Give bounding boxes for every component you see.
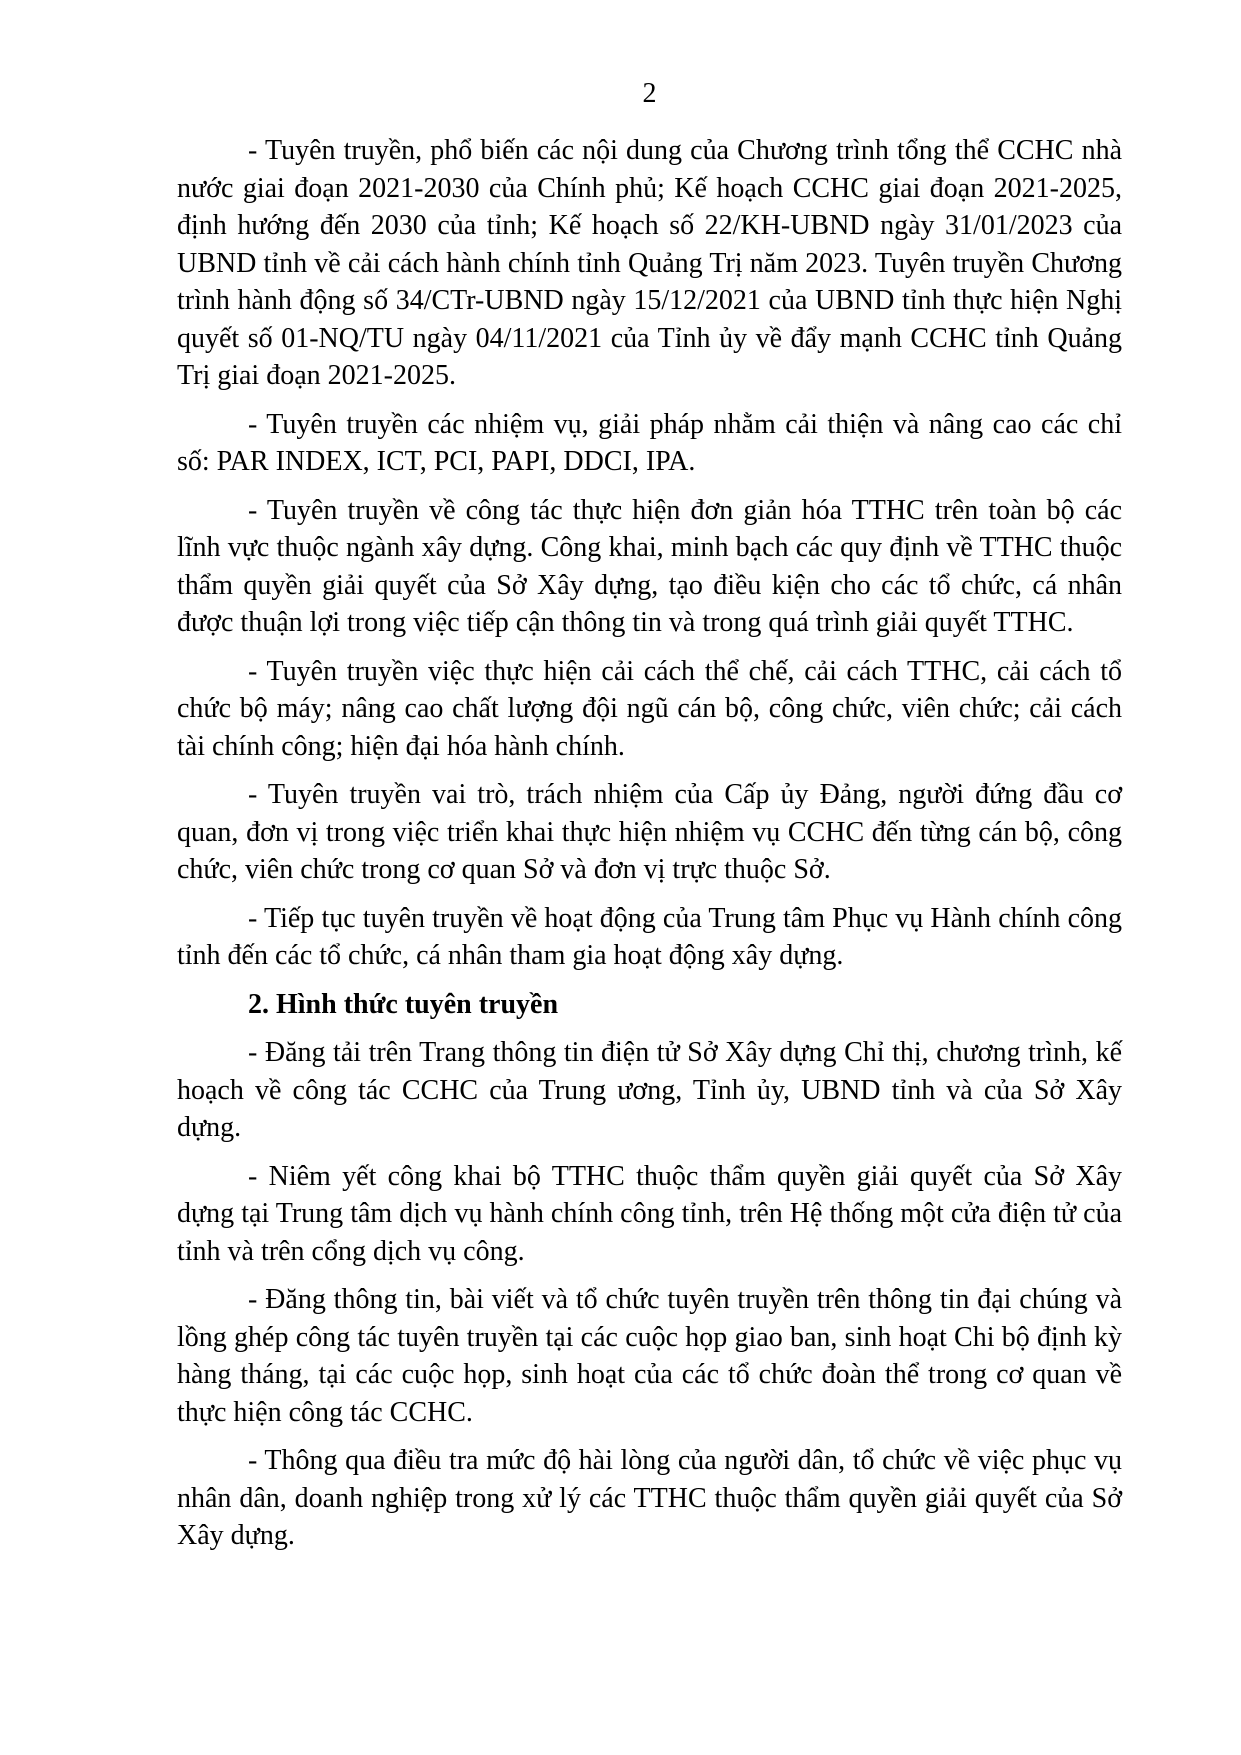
document-body xyxy=(177,132,1122,1566)
paragraph-content-3: - Tuyên truyền về công tác thực hiện đơn giản hóa TTHC trên toàn bộ các lĩnh vực thuộc ngành xây dựng. Công khai, minh bạch các quy định về TTHC thuộc thẩm quyền giải quyết của Sở Xây dựng, tạo điều kiện cho các tổ chức, cá nhân được thuận lợi trong việc tiếp cận thông tin và trong quá trình giải quyết TTHC. xyxy=(177,494,1122,638)
page-number: 2 xyxy=(642,78,657,109)
paragraph-content-2: - Tuyên truyền các nhiệm vụ, giải pháp nhằm cải thiện và nâng cao các chỉ số: PAR INDEX, ICT, PCI, PAPI, DDCI, IPA. xyxy=(177,408,1122,477)
paragraph-content-1: - Tuyên truyền, phổ biến các nội dung của Chương trình tổng thể CCHC nhà nước giai đoạn 2021-2030 của Chính phủ; Kế hoạch CCHC giai đoạn 2021-2025, định hướng đến 2030 của tỉnh; Kế hoạch số 22/KH-UBND ngày 31/01/2023 của UBND tỉnh về cải cách hành chính tỉnh Quảng Trị năm 2023. Tuyên truyền Chương trình hành động số 34/CTr-UBND ngày 15/12/2021 của UBND tỉnh thực hiện Nghị quyết số 01-NQ/TU ngày 04/11/2021 của Tỉnh ủy về đẩy mạnh CCHC tỉnh Quảng Trị giai đoạn 2021-2025. xyxy=(177,135,1122,391)
paragraph-form-3: - Đăng thông tin, bài viết và tổ chức tuyên truyền trên thông tin đại chúng và lồng ghép công tác tuyên truyền tại các cuộc họp giao ban, sinh hoạt Chi bộ định kỳ hàng tháng, tại các cuộc họp, sinh hoạt của các tổ chức đoàn thể trong cơ quan về thực hiện công tác CCHC. xyxy=(177,1284,1122,1428)
section-heading: 2. Hình thức tuyên truyền xyxy=(248,988,559,1020)
paragraph-form-4: - Thông qua điều tra mức độ hài lòng của người dân, tổ chức về việc phục vụ nhân dân, doanh nghiệp trong xử lý các TTHC thuộc thẩm quyền giải quyết của Sở Xây dựng. xyxy=(177,1445,1122,1551)
paragraph-content-5: - Tuyên truyền vai trò, trách nhiệm của Cấp ủy Đảng, người đứng đầu cơ quan, đơn vị trong việc triển khai thực hiện nhiệm vụ CCHC đến từng cán bộ, công chức, viên chức trong cơ quan Sở và đơn vị trực thuộc Sở. xyxy=(177,779,1122,885)
paragraph-form-1: - Đăng tải trên Trang thông tin điện tử Sở Xây dựng Chỉ thị, chương trình, kế hoạch về công tác CCHC của Trung ương, Tỉnh ủy, UBND tỉnh và của Sở Xây dựng. xyxy=(177,1037,1122,1143)
paragraph-form-2: - Niêm yết công khai bộ TTHC thuộc thẩm quyền giải quyết của Sở Xây dựng tại Trung tâm dịch vụ hành chính công tỉnh, trên Hệ thống một cửa điện tử của tỉnh và trên cổng dịch vụ công. xyxy=(177,1160,1122,1267)
paragraph-content-4: - Tuyên truyền việc thực hiện cải cách thể chế, cải cách TTHC, cải cách tổ chức bộ máy; nâng cao chất lượng đội ngũ cán bộ, công chức, viên chức; cải cách tài chính công; hiện đại hóa hành chính. xyxy=(177,655,1122,762)
paragraph-content-6: - Tiếp tục tuyên truyền về hoạt động của Trung tâm Phục vụ Hành chính công tỉnh đến các tổ chức, cá nhân tham gia hoạt động xây dựng. xyxy=(177,902,1122,971)
